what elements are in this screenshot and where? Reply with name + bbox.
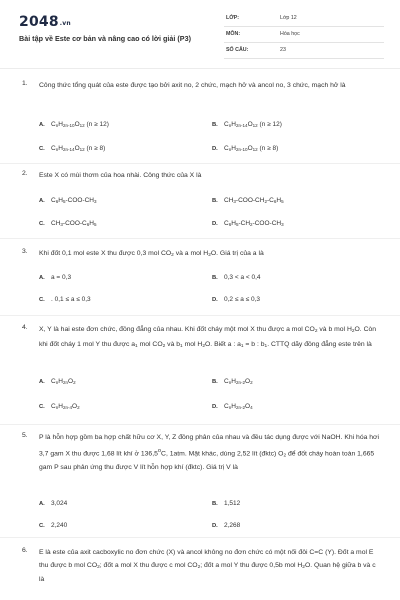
logo-text: 2048 [19,14,59,30]
option-b[interactable]: B. $CH_3-COO-CH_2-C_6H_5$ [212,197,284,204]
question-divider [0,163,400,164]
option-d[interactable]: D. 2,268 [212,522,241,529]
question-divider [0,537,400,538]
question-divider [0,315,400,316]
meta-label: SỐ CÂU: [226,47,249,53]
option-c[interactable]: C. . 0,1 ≤ a ≤ 0,3 [39,296,91,303]
question-text: E là este của axit cacboxylic no đơn chức (X) và ancol không no đơn chức có một nối đôi C=C (Y). Đốt a mol E thu được b mol $CO_2$; đốt a mol X thu được c mol $CO_2$; đốt a mol Y thu được 0,5b mol $H_2O$. Quan hệ giữa b và c là [39,549,376,583]
option-c[interactable]: C. $C_nH_{2n-4}O_2$ [39,403,80,410]
option-d[interactable]: D. $C_nH_{2n-10}O_{12}$ (n ≥ 8) [212,145,279,152]
question-number: 6. [22,547,28,554]
question-text: Công thức tổng quát của este được tạo bởi axit no, 2 chức, mạch hở và ancol no, 3 chức, mạch hở là [39,82,346,89]
question-divider [0,238,400,239]
question-text: Khi đốt 0,1 mol este X thu được 0,3 mol $CO_2$ và a mol $H_2O$. Giá trị của a là [39,250,264,258]
question-number: 1. [22,80,28,87]
meta-value: Lớp 12 [280,15,297,21]
meta-row-subject [224,27,384,43]
option-c[interactable]: C. $CH_3-COO-C_6H_5$ [39,220,97,227]
header-divider [0,68,400,69]
option-b[interactable]: B. $C_nH_{2n-14}O_{12}$ (n ≥ 12) [212,121,282,128]
option-d[interactable]: D. 0,2 ≤ a ≤ 0,3 [212,296,261,303]
option-a[interactable]: A. $C_nH_{2n}O_2$ [39,378,76,385]
question-number: 4. [22,324,28,331]
question-text: Este X có mùi thơm của hoa nhài. Công thức của X là [39,172,202,179]
option-a[interactable]: A. $C_nH_{2n-10}O_{12}$ (n ≥ 12) [39,121,109,128]
option-c[interactable]: C. 2,240 [39,522,68,529]
option-d[interactable]: D. $C_6H_5-CH_2-COO-CH_3$ [212,220,284,227]
meta-table [224,11,384,59]
option-a[interactable]: A. 3,024 [39,500,68,507]
meta-value: Hóa học [280,31,300,37]
meta-row-count [224,43,384,59]
option-a[interactable]: A. $C_6H_5-COO-CH_3$ [39,197,97,204]
document-title: Bài tập về Este cơ bản và nâng cao có lời giải (P3) [19,34,191,43]
question-text: P là hỗn hợp gồm ba hợp chất hữu cơ X, Y, Z đồng phân của nhau và đều tác dụng được với NaOH. Khi hóa hơi 3,7 gam X thu được 1,68 lít khí ở 136,5$^o$C, 1atm. Mặt khác, dùng 2,52 lít (đktc) $O_2$ để đốt cháy hoàn toàn 1,665 gam P sau phản ứng thu được V lít hỗn hợp khí (đktc). Giá trị V là [39,434,380,472]
question-number: 2. [22,170,28,177]
question-number: 3. [22,248,28,255]
option-a[interactable]: A. a = 0,3 [39,274,72,281]
option-b[interactable]: B. 0,3 < a < 0,4 [212,274,261,281]
meta-label: LỚP: [226,15,240,21]
meta-row-class [224,11,384,27]
option-d[interactable]: D. $C_nH_{2n-2}O_4$ [212,403,253,410]
page-header [0,0,400,64]
option-b[interactable]: B. 1,512 [212,500,241,507]
question-divider [0,424,400,425]
question-number: 5. [22,432,28,439]
option-c[interactable]: C. $C_nH_{2n-14}O_{12}$ (n ≥ 8) [39,145,106,152]
question-text: X, Y là hai este đơn chức, đồng đẳng của nhau. Khi đốt cháy một mol X thu được a mol $CO_2$ và b mol $H_2O$. Còn khi đốt cháy 1 mol Y thu được $a_1$ mol $CO_2$ và $b_1$ mol $H_2O$. Biết a : $a_1 = b$ : $b_1$. CTTQ dãy đồng đẳng este trên là [39,326,377,349]
site-logo[interactable] [19,14,71,30]
meta-label: MÔN: [226,31,241,37]
logo-suffix: .vn [59,20,71,27]
meta-value: 23 [280,47,286,53]
option-b[interactable]: B. $C_nH_{2n-2}O_2$ [212,378,253,385]
